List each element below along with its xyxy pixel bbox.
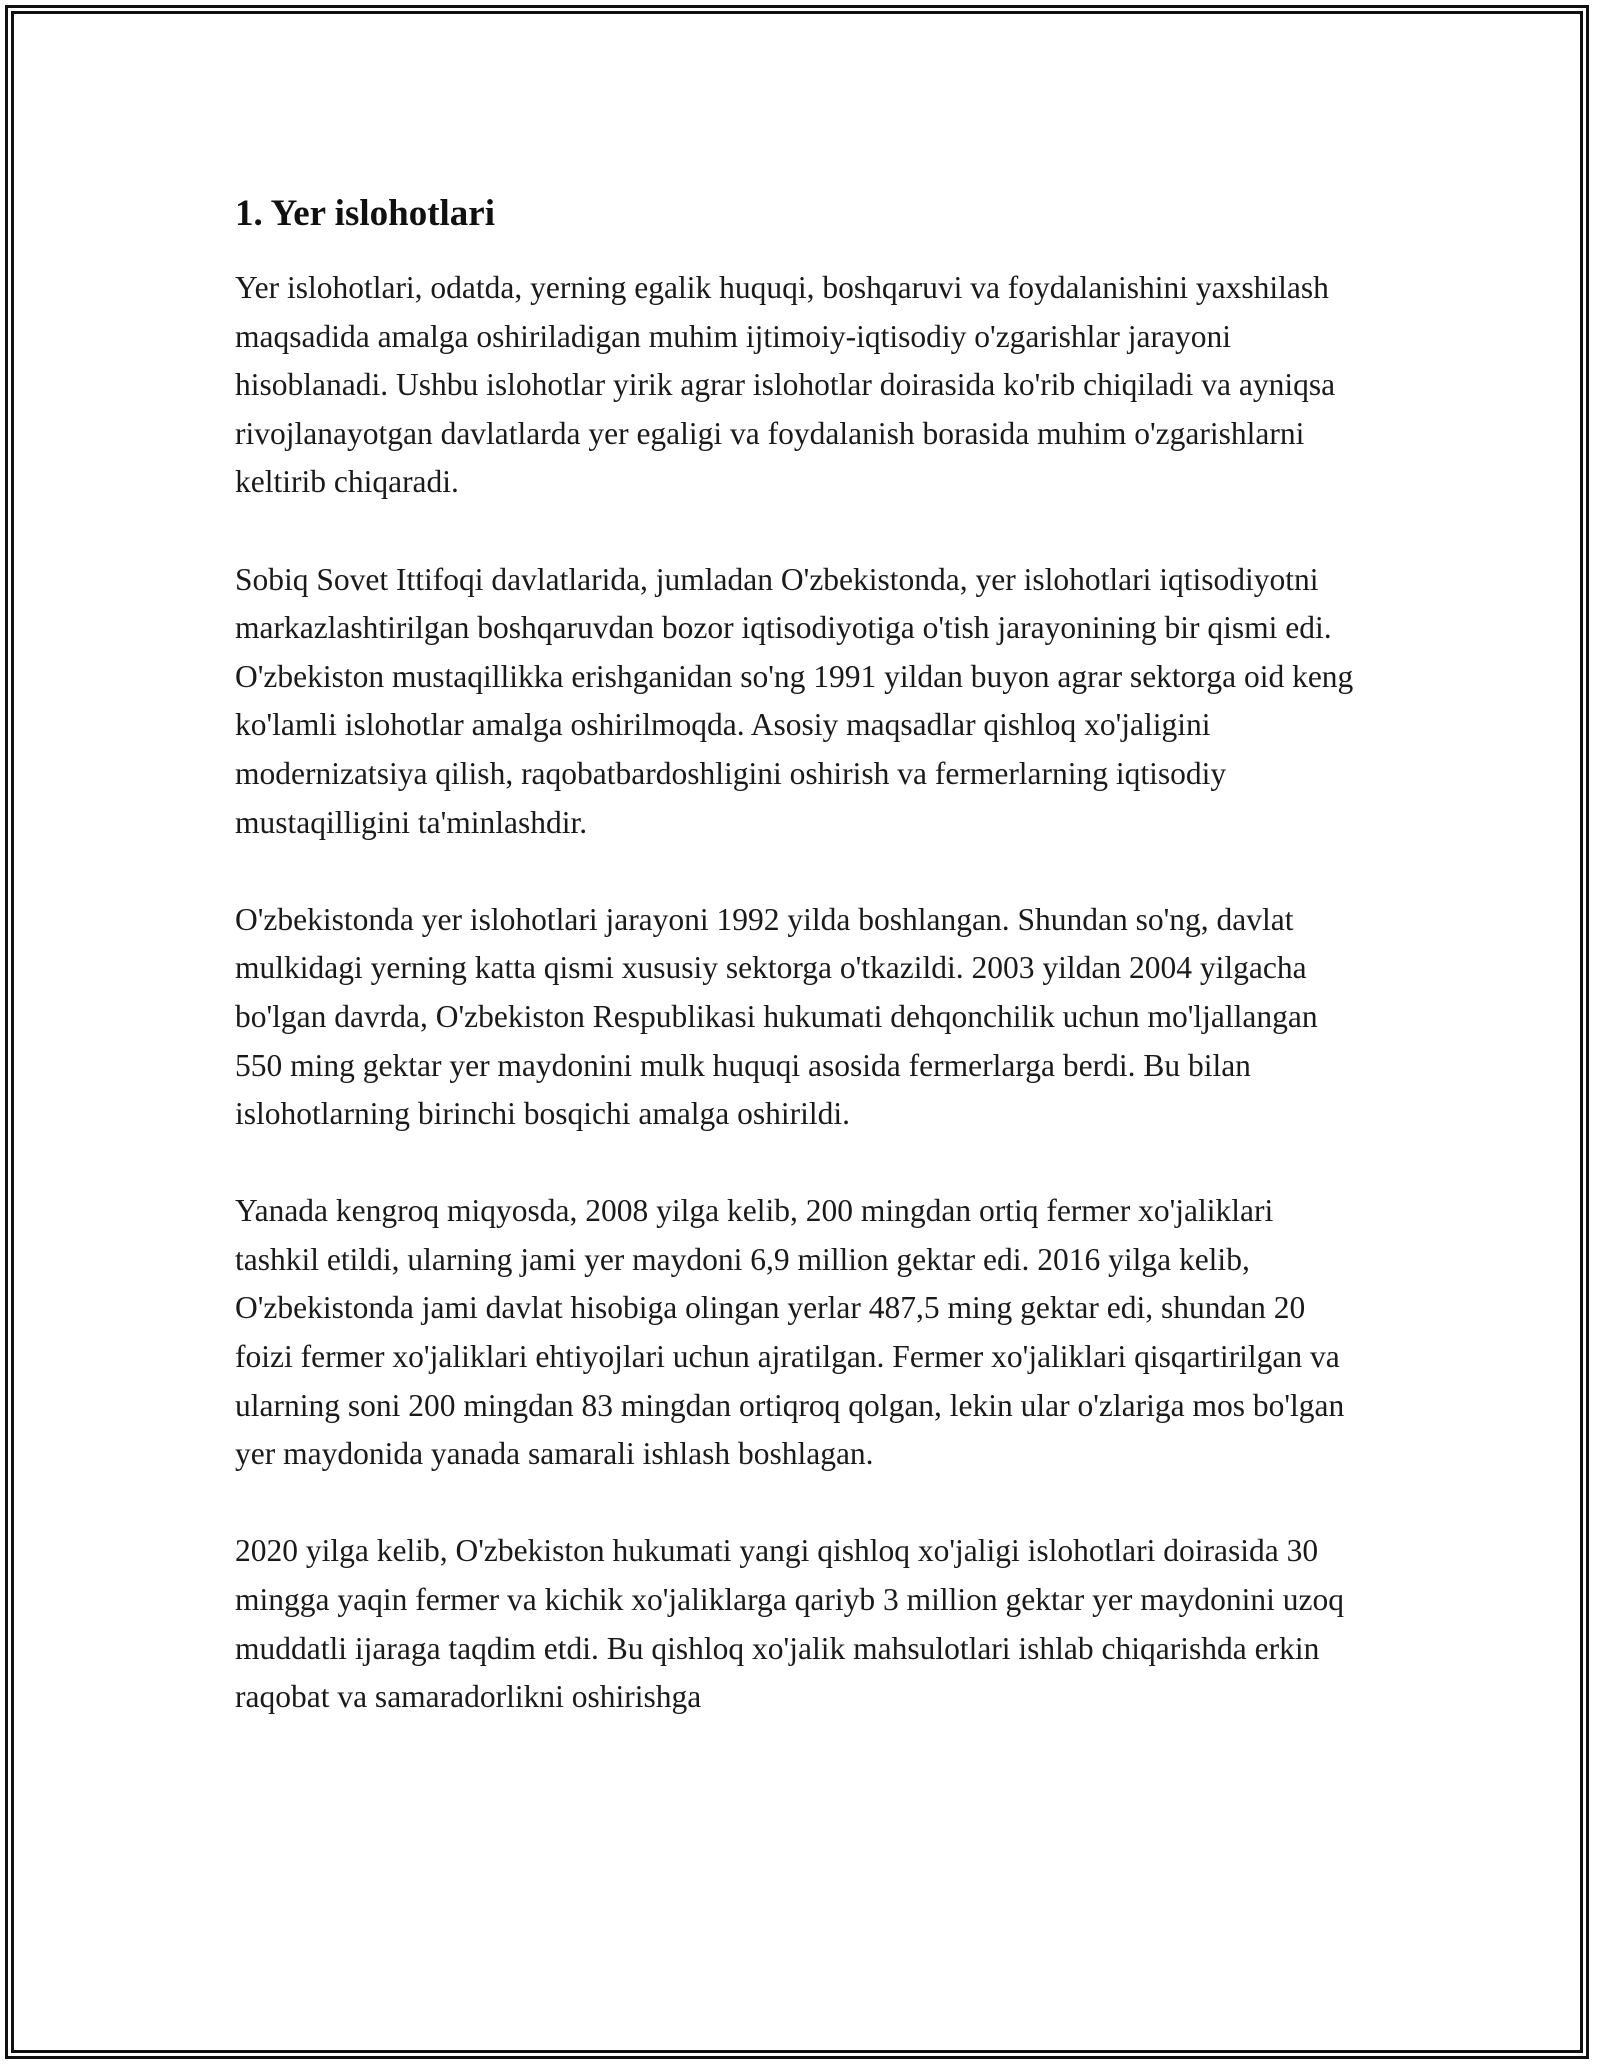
paragraph-3: O'zbekistonda yer islohotlari jarayoni 1992 yilda boshlangan. Shundan so'ng, davlat mulkidagi yerning katta qismi xususiy sektorga o'tkazildi. 2003 yildan 2004 yilgacha bo'lgan davrda, O'zbekiston Respublikasi hukumati dehqonchilik uchun mo'ljallangan 550 ming gektar yer maydonini mulk huquqi asosida fermerlarga berdi. Bu bilan islohotlarning birinchi bosqichi amalga oshirildi.	[235, 901, 1318, 1132]
paragraph-2: Sobiq Sovet Ittifoqi davlatlarida, jumladan O'zbekistonda, yer islohotlari iqtisodiyotni markazlashtirilgan boshqaruvdan bozor iqtisodiyotiga o'tish jarayonining bir qismi edi. O'zbekiston mustaqillikka erishganidan so'ng 1991 yildan buyon agrar sektorga oid keng ko'lamli islohotlar amalga oshirilmoqda. Asosiy maqsadlar qishloq xo'jaligini modernizatsiya qilish, raqobatbardoshligini oshirish va fermerlarning iqtisodiy mustaqilligini ta'minlashdir.	[235, 561, 1354, 840]
document-body	[235, 188, 1365, 1770]
paragraph-1: Yer islohotlari, odatda, yerning egalik huquqi, boshqaruvi va foydalanishini yaxshilash maqsadida amalga oshiriladigan muhim ijtimoiy-iqtisodiy o'zgarishlar jarayoni hisoblanadi. Ushbu islohotlar yirik agrar islohotlar doirasida ko'rib chiqiladi va ayniqsa rivojlanayotgan davlatlarda yer egaligi va foydalanish borasida muhim o'zgarishlarni keltirib chiqaradi.	[235, 270, 1336, 500]
section-heading: 1. Yer islohotlari	[235, 193, 496, 234]
paragraph-5: 2020 yilga kelib, O'zbekiston hukumati yangi qishloq xo'jaligi islohotlari doirasida 30 mingga yaqin fermer va kichik xo'jaliklarga qariyb 3 million gektar yer maydonini uzoq muddatli ijaraga taqdim etdi. Bu qishloq xo'jalik mahsulotlari ishlab chiqarishda erkin raqobat va samaradorlikni oshirishga	[235, 1533, 1345, 1715]
paragraph-4: Yanada kengroq miqyosda, 2008 yilga kelib, 200 mingdan ortiq fermer xo'jaliklari tashkil etildi, ularning jami yer maydoni 6,9 million gektar edi. 2016 yilga kelib, O'zbekistonda jami davlat hisobiga olingan yerlar 487,5 ming gektar edi, shundan 20 foizi fermer xo'jaliklari ehtiyojlari uchun ajratilgan. Fermer xo'jaliklari qisqartirilgan va ularning soni 200 mingdan 83 mingdan ortiqroq qolgan, lekin ular o'zlariga mos bo'lgan yer maydonida yanada samarali ishlash boshlagan.	[235, 1193, 1345, 1472]
